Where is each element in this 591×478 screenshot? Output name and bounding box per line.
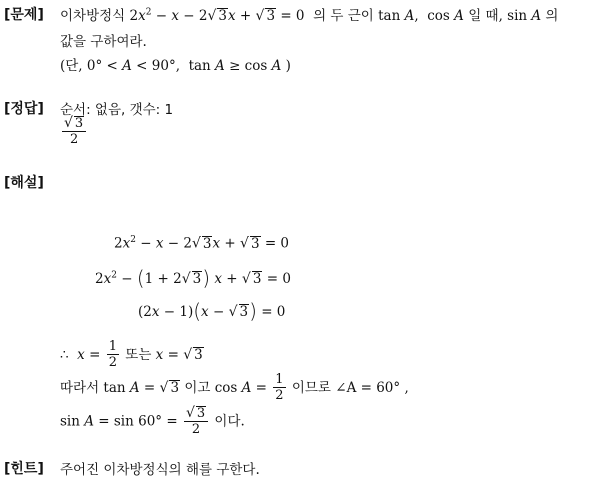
problem-line-1-text: 이차방정식 $2x^2 - x - 2√$ 3x + √ 3 = 0 의 두 근이 tan A, cos A 일 때, sin A 의 (60, 7, 559, 24)
problem-tag: [문제] (4, 7, 44, 23)
answer-line-1: 순서: 없음, 갯수: 1 (60, 102, 174, 118)
solution-eq-3: (2x − 1)(x − √ 3) = 0 (138, 299, 286, 323)
problem-line-3: (단, 0° < A < 90°, tan A ≥ cos A ) (60, 58, 291, 74)
answer-den: 2 (69, 132, 79, 148)
answer-fraction: $\frac{√ 3}{2}$ (62, 116, 86, 148)
solution-tag: [해설] (4, 175, 44, 191)
solution-eq-1: $2x^2 - x - 2√$ 3x + √ 3 = 0 (114, 235, 290, 252)
problem-line-1 (60, 4, 558, 24)
solution-line-5: 따라서 tan A = √ 3 이고 cos A = $\frac{1}{2}$ 이므로 ∠A = 60° , (60, 372, 409, 404)
solution-line-6: sin A = sin 60° = $\frac{√ 3}{2}$ 이다. (60, 405, 245, 438)
solution-eq-2: $2x^2 - (1 + 2√$ 3) x + √ 3 = 0 (95, 266, 291, 290)
answer-tag: [정답] (4, 101, 44, 117)
hint-tag: [힌트] (4, 461, 44, 477)
solution-line-4: ∴ x = $\frac{1}{2}$ 또는 x = √ 3 (60, 339, 203, 371)
problem-line-2: 값을 구하여라. (60, 34, 147, 50)
hint-text: 주어진 이차방정식의 해를 구한다. (60, 462, 260, 478)
answer-value (60, 116, 88, 148)
